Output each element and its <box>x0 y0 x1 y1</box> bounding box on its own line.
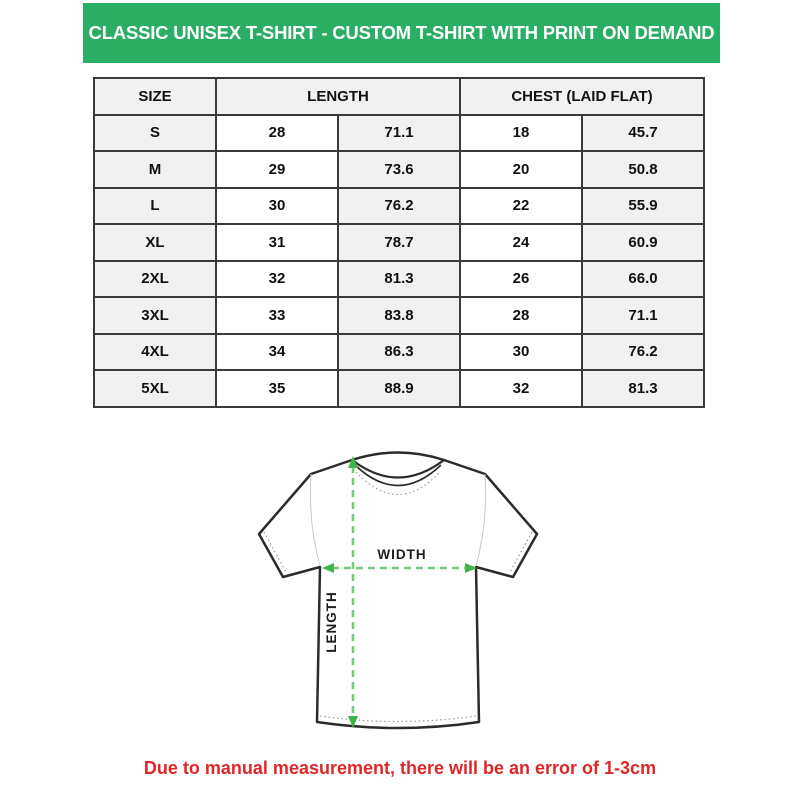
measurement-note: Due to manual measurement, there will be an error of 1-3cm <box>143 758 657 778</box>
size-table-body <box>94 115 704 407</box>
cell-length_cm: 73.6 <box>338 151 460 188</box>
cell-chest_cm: 45.7 <box>582 115 704 152</box>
table-row <box>94 297 704 334</box>
page-title: CLASSIC UNISEX T-SHIRT - CUSTOM T-SHIRT WITH PRINT ON DEMAND <box>88 22 715 43</box>
cell-length_cm: 83.8 <box>338 297 460 334</box>
cell-length_in: 34 <box>216 334 338 371</box>
cell-size: M <box>94 151 216 188</box>
cell-length_in: 32 <box>216 261 338 298</box>
title-banner <box>83 3 720 63</box>
cell-chest_cm: 60.9 <box>582 224 704 261</box>
cell-length_in: 35 <box>216 370 338 407</box>
cell-length_cm: 86.3 <box>338 334 460 371</box>
cell-chest_in: 28 <box>460 297 582 334</box>
size-table <box>93 77 705 408</box>
cell-length_in: 28 <box>216 115 338 152</box>
table-row <box>94 261 704 298</box>
table-row <box>94 334 704 371</box>
cell-size: S <box>94 115 216 152</box>
cell-length_in: 30 <box>216 188 338 225</box>
cell-length_in: 31 <box>216 224 338 261</box>
tshirt-diagram <box>240 435 560 745</box>
cell-chest_in: 22 <box>460 188 582 225</box>
cell-size: L <box>94 188 216 225</box>
cell-chest_cm: 81.3 <box>582 370 704 407</box>
cell-length_in: 29 <box>216 151 338 188</box>
cell-chest_in: 32 <box>460 370 582 407</box>
tshirt-icon <box>259 453 537 729</box>
length-label: LENGTH <box>324 591 339 653</box>
cell-chest_in: 18 <box>460 115 582 152</box>
col-header-chest: CHEST (LAID FLAT) <box>460 78 704 115</box>
cell-size: 2XL <box>94 261 216 298</box>
cell-length_cm: 78.7 <box>338 224 460 261</box>
table-row <box>94 370 704 407</box>
cell-length_cm: 81.3 <box>338 261 460 298</box>
cell-chest_in: 30 <box>460 334 582 371</box>
cell-size: 4XL <box>94 334 216 371</box>
cell-length_in: 33 <box>216 297 338 334</box>
cell-size: 3XL <box>94 297 216 334</box>
cell-chest_in: 20 <box>460 151 582 188</box>
col-header-length: LENGTH <box>216 78 460 115</box>
table-row <box>94 151 704 188</box>
cell-chest_in: 26 <box>460 261 582 298</box>
cell-size: XL <box>94 224 216 261</box>
cell-length_cm: 71.1 <box>338 115 460 152</box>
table-header-row <box>94 78 704 115</box>
cell-chest_cm: 55.9 <box>582 188 704 225</box>
cell-length_cm: 88.9 <box>338 370 460 407</box>
cell-chest_cm: 50.8 <box>582 151 704 188</box>
col-header-size: SIZE <box>94 78 216 115</box>
cell-size: 5XL <box>94 370 216 407</box>
table-row <box>94 115 704 152</box>
cell-chest_cm: 76.2 <box>582 334 704 371</box>
cell-length_cm: 76.2 <box>338 188 460 225</box>
table-row <box>94 188 704 225</box>
cell-chest_cm: 71.1 <box>582 297 704 334</box>
width-label: WIDTH <box>377 547 427 562</box>
cell-chest_in: 24 <box>460 224 582 261</box>
table-row <box>94 224 704 261</box>
cell-chest_cm: 66.0 <box>582 261 704 298</box>
